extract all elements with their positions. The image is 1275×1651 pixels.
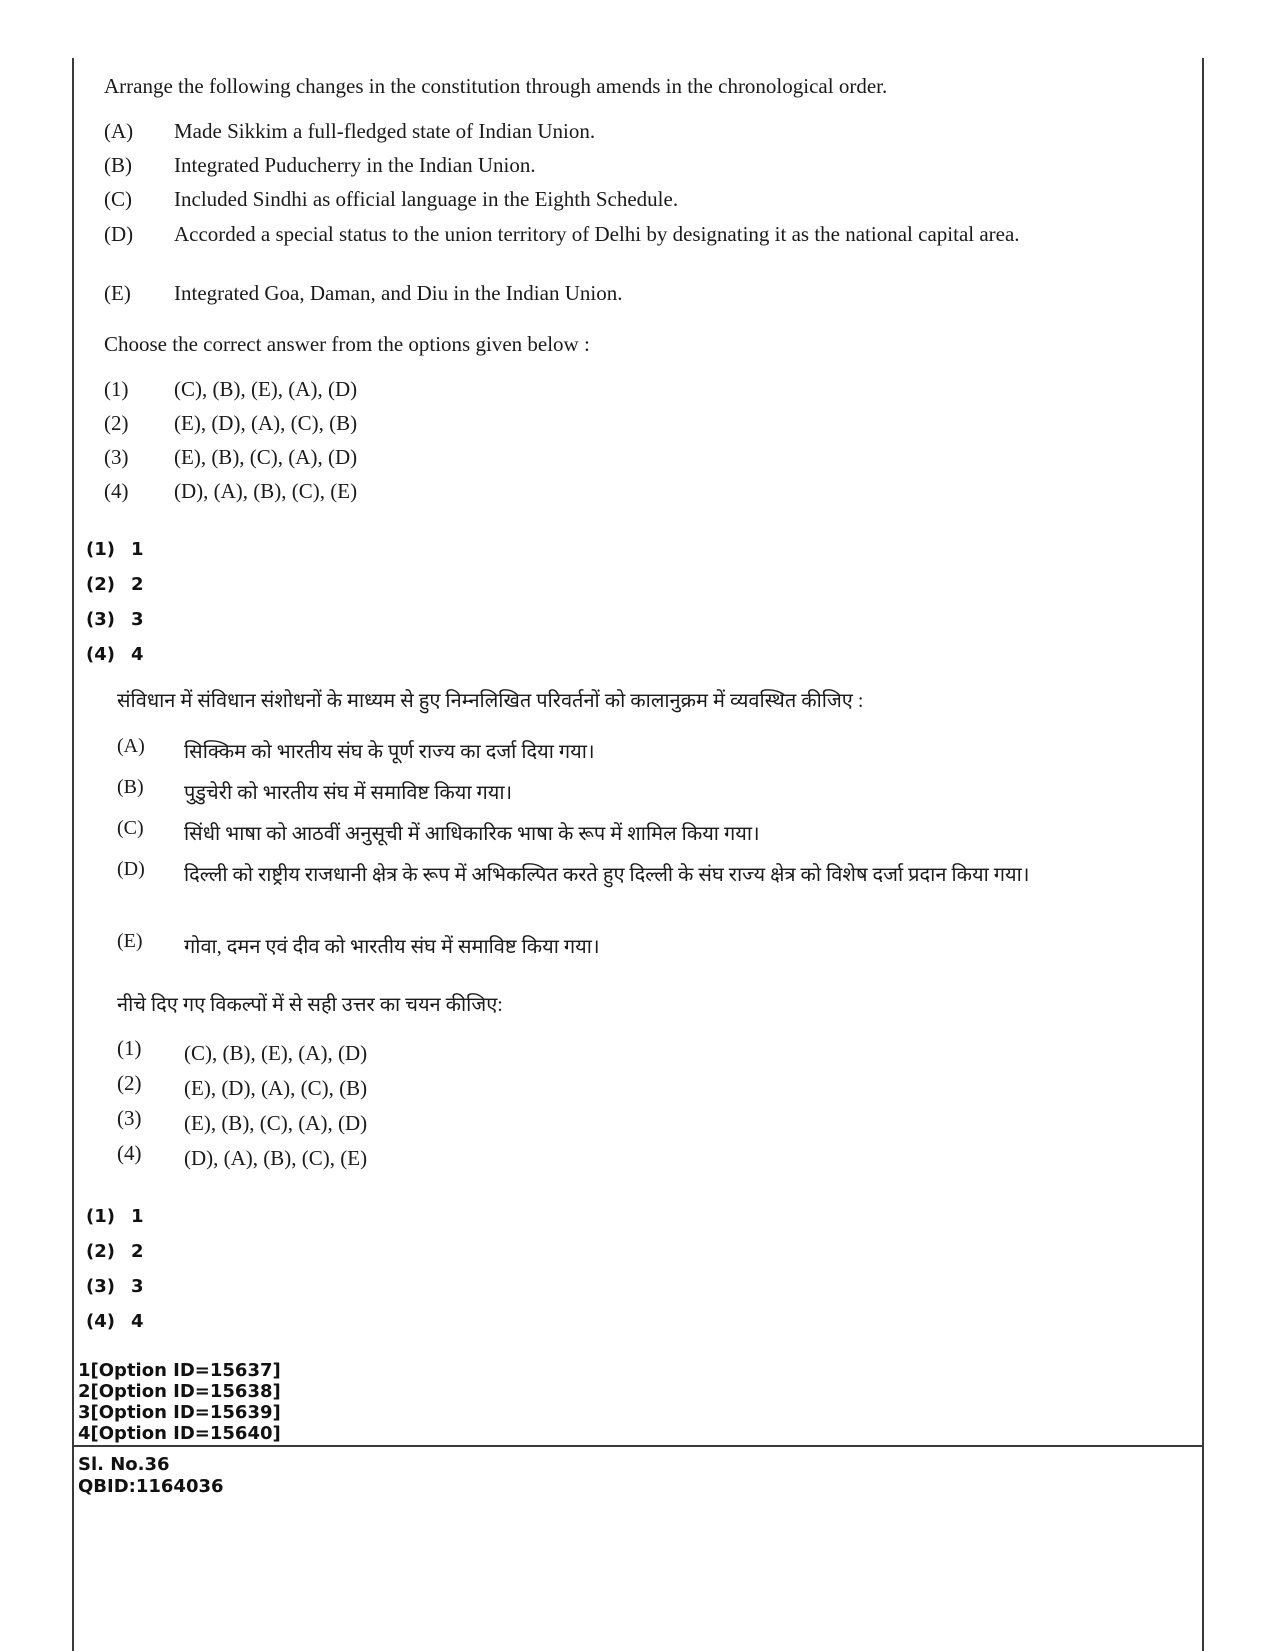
option-text: (E), (D), (A), (C), (B) (174, 411, 358, 435)
answer-label: (4) (86, 1311, 115, 1332)
option-id-1: 1[Option ID=15637] (78, 1360, 281, 1381)
answer-choice-3[interactable] (86, 609, 144, 630)
statement-d-hi (117, 858, 1044, 892)
statement-label: (E) (117, 930, 143, 952)
option-label: (4) (117, 1141, 142, 1165)
option-id-2: 2[Option ID=15638] (78, 1381, 281, 1402)
statement-text: Included Sindhi as official language in the Eighth Schedule. (174, 187, 679, 211)
question-text-en: Arrange the following changes in the constitution through amends in the chronological order. (104, 74, 888, 98)
answer-label: (1) (86, 1206, 115, 1227)
statement-b-hi (117, 776, 1044, 810)
answer-value: 2 (131, 574, 144, 595)
option-label: (3) (104, 445, 129, 469)
statement-text: Accorded a special status to the union territory of Delhi by designating it as the national capital area. (174, 222, 1020, 246)
right-border-line (1202, 58, 1204, 1651)
statement-label: (A) (104, 119, 134, 143)
statement-label: (A) (117, 735, 145, 757)
option-id-3: 3[Option ID=15639] (78, 1402, 281, 1423)
statement-e-hi (117, 930, 1044, 964)
statement-b-en (104, 153, 1024, 178)
option-4-hi (117, 1141, 1044, 1175)
statement-label: (B) (104, 153, 132, 177)
answer-choice-1[interactable] (86, 539, 144, 560)
option-id-list (78, 1360, 281, 1444)
option-3-hi (117, 1106, 1044, 1140)
instruction-en: Choose the correct answer from the options given below : (104, 332, 590, 356)
option-text: (D), (A), (B), (C), (E) (174, 479, 358, 503)
question-separator-line (72, 1445, 1204, 1447)
statement-text: Made Sikkim a full-fledged state of Indian Union. (174, 119, 596, 143)
statement-text: Integrated Goa, Daman, and Diu in the Indian Union. (174, 281, 623, 305)
option-2-en (104, 411, 1024, 436)
answer-label: (1) (86, 539, 115, 560)
answer-value: 4 (131, 1311, 144, 1332)
statement-e-en (104, 281, 1024, 306)
qbid: QBID:1164036 (78, 1476, 224, 1497)
answer-value: 3 (131, 1276, 144, 1297)
answer-choice-2[interactable] (86, 574, 144, 595)
left-border-line (72, 58, 74, 1651)
statement-text: गोवा, दमन एवं दीव को भारतीय संघ में समाविष्ट किया गया। (184, 936, 600, 958)
answer-label: (3) (86, 609, 115, 630)
option-text: (E), (D), (A), (C), (B) (184, 1076, 368, 1100)
statement-c-hi (117, 817, 1044, 851)
option-label: (2) (117, 1071, 142, 1095)
answer-choice-2[interactable] (86, 1241, 144, 1262)
statement-text: Integrated Puducherry in the Indian Union. (174, 153, 536, 177)
option-text: (C), (B), (E), (A), (D) (174, 377, 358, 401)
statement-text: सिक्किम को भारतीय संघ के पूर्ण राज्य का दर्जा दिया गया। (184, 741, 595, 763)
statement-text: दिल्ली को राष्ट्रीय राजधानी क्षेत्र के रूप में अभिकल्पित करते हुए दिल्ली के संघ राज्य क्षेत्र को विशेष दर्जा प्रदान किया गया। (184, 864, 1030, 886)
option-1-en (104, 377, 1024, 402)
statement-label: (D) (117, 858, 145, 880)
statement-a-hi (117, 735, 1044, 769)
statement-label: (E) (104, 281, 131, 305)
answer-value: 4 (131, 644, 144, 665)
option-text: (D), (A), (B), (C), (E) (184, 1146, 368, 1170)
statement-label: (C) (104, 187, 132, 211)
answer-choice-4[interactable] (86, 1311, 144, 1332)
option-4-en (104, 479, 1024, 504)
next-question-meta (78, 1454, 224, 1498)
statement-text: पुडुचेरी को भारतीय संघ में समाविष्ट किया गया। (184, 782, 513, 804)
statement-text: सिंधी भाषा को आठवीं अनुसूची में आधिकारिक भाषा के रूप में शामिल किया गया। (184, 823, 760, 845)
option-text: (C), (B), (E), (A), (D) (184, 1041, 368, 1065)
option-2-hi (117, 1071, 1044, 1105)
option-label: (3) (117, 1106, 142, 1130)
answer-value: 1 (131, 1206, 144, 1227)
answer-label: (2) (86, 1241, 115, 1262)
option-text: (E), (B), (C), (A), (D) (184, 1111, 368, 1135)
instruction-hi: नीचे दिए गए विकल्पों में से सही उत्तर का चयन कीजिए: (117, 994, 503, 1016)
statement-a-en (104, 119, 1024, 144)
option-3-en (104, 445, 1024, 470)
serial-number: Sl. No.36 (78, 1454, 170, 1475)
option-label: (1) (104, 377, 129, 401)
answer-choice-4[interactable] (86, 644, 144, 665)
answer-label: (2) (86, 574, 115, 595)
option-id-4: 4[Option ID=15640] (78, 1423, 281, 1444)
answer-value: 3 (131, 609, 144, 630)
statement-c-en (104, 187, 1024, 212)
answer-value: 1 (131, 539, 144, 560)
statement-d-en (104, 222, 1024, 247)
option-text: (E), (B), (C), (A), (D) (174, 445, 358, 469)
option-label: (1) (117, 1036, 142, 1060)
statement-label: (B) (117, 776, 144, 798)
statement-label: (D) (104, 222, 134, 246)
answer-label: (4) (86, 644, 115, 665)
option-1-hi (117, 1036, 1044, 1070)
question-text-hi: संविधान में संविधान संशोधनों के माध्यम से हुए निम्नलिखित परिवर्तनों को कालानुक्रम में व्यवस्थित कीजिए : (117, 690, 864, 712)
answer-value: 2 (131, 1241, 144, 1262)
answer-choice-3[interactable] (86, 1276, 144, 1297)
statement-label: (C) (117, 817, 144, 839)
answer-label: (3) (86, 1276, 115, 1297)
option-label: (4) (104, 479, 129, 503)
option-label: (2) (104, 411, 129, 435)
answer-choice-1[interactable] (86, 1206, 144, 1227)
